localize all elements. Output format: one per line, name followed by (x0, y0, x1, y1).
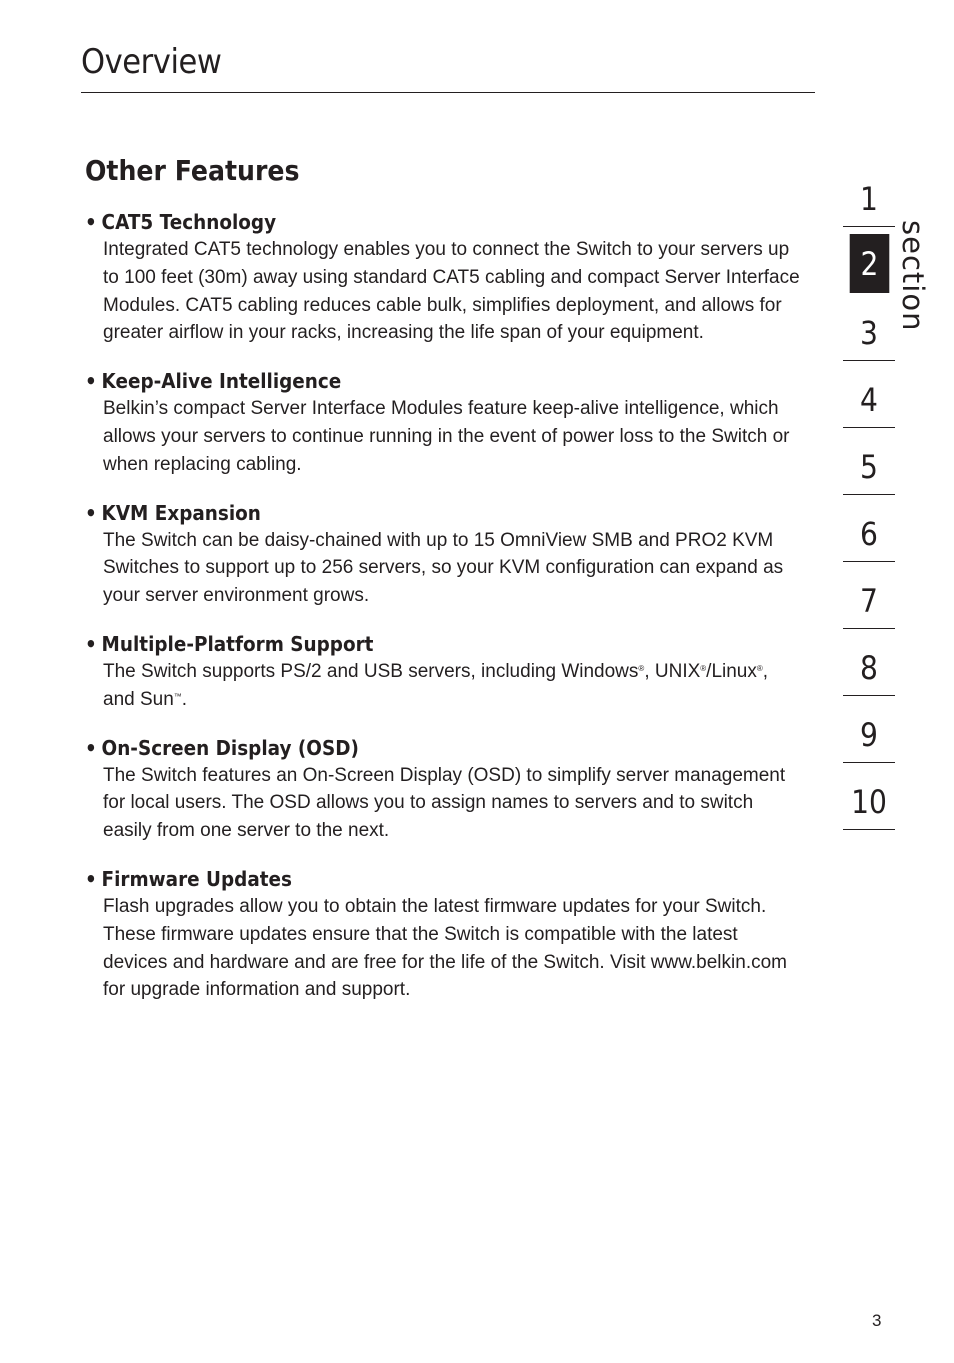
section-tab-9[interactable]: 9 (843, 697, 895, 763)
trademark-mark: ™ (173, 691, 182, 701)
feature-title: CAT5 Technology (101, 210, 277, 234)
section-label: section (896, 220, 930, 332)
section-tab-2[interactable]: 2 (843, 228, 895, 294)
feature-title: Keep-Alive Intelligence (101, 369, 342, 394)
feature-item (85, 208, 805, 347)
bullet: • (85, 369, 97, 394)
page-title: Overview (81, 42, 222, 82)
feature-title: On-Screen Display (OSD) (101, 735, 359, 760)
feature-description: The Switch supports PS/2 and USB servers, including Windows®, UNIX®/Linux®, and Sun™. (103, 660, 769, 710)
registered-mark: ® (638, 663, 645, 673)
title-divider (81, 92, 815, 93)
feature-description: Belkin’s compact Server Interface Modules feature keep-alive intelligence, which allows your servers to continue running in the event of power loss to the Switch or when replacing cabling. (103, 398, 790, 475)
section-tab-10[interactable]: 10 (843, 764, 895, 830)
section-tab-7[interactable]: 7 (843, 563, 895, 629)
section-tab-6[interactable]: 6 (843, 496, 895, 562)
feature-title: KVM Expansion (101, 500, 261, 525)
section-tab-8[interactable]: 8 (843, 630, 895, 696)
feature-title: Multiple-Platform Support (101, 631, 374, 656)
section-tab-3[interactable]: 3 (843, 295, 895, 361)
bullet: • (85, 631, 97, 656)
feature-description: The Switch features an On-Screen Display (OSD) to simplify server management for local users. The OSD allows you to assign names to servers and to switch easily from one server to the next. (103, 764, 786, 842)
registered-mark: ® (700, 663, 707, 673)
bullet: • (85, 735, 97, 760)
feature-item (85, 367, 805, 478)
feature-description: The Switch can be daisy-chained with up to 15 OmniView SMB and PRO2 KVM Switches to support up to 256 servers, so your KVM configuration can expand as your server environment grows. (103, 529, 784, 607)
section-heading: Other Features (85, 154, 300, 187)
page-number: 3 (872, 1311, 882, 1330)
feature-item (85, 630, 805, 714)
bullet: • (85, 210, 97, 234)
section-tab-1[interactable]: 1 (843, 161, 895, 227)
feature-description: Flash upgrades allow you to obtain the latest firmware updates for your Switch. These firmware updates ensure that the Switch is compatible with the latest devices and hardware and are free for the life of the Switch. Visit www.belkin.com for upgrade information and support. (103, 895, 787, 1001)
feature-item (85, 499, 805, 610)
registered-mark: ® (756, 663, 763, 673)
section-tab-4[interactable]: 4 (843, 362, 895, 428)
section-nav (843, 161, 895, 831)
feature-item (85, 734, 805, 845)
section-tab-5[interactable]: 5 (843, 429, 895, 495)
feature-description: Integrated CAT5 technology enables you to connect the Switch to your servers up to 100 feet (30m) away using standard CAT5 cabling and compact Server Interface Modules. CAT5 cabling reduces cable bulk, simplifies deployment, and allows for greater airflow in your racks, increasing the life span of your equipment. (103, 239, 800, 344)
feature-list (85, 208, 805, 1024)
feature-item (85, 865, 805, 1004)
bullet: • (85, 866, 97, 891)
bullet: • (85, 500, 97, 525)
feature-title: Firmware Updates (101, 866, 292, 891)
